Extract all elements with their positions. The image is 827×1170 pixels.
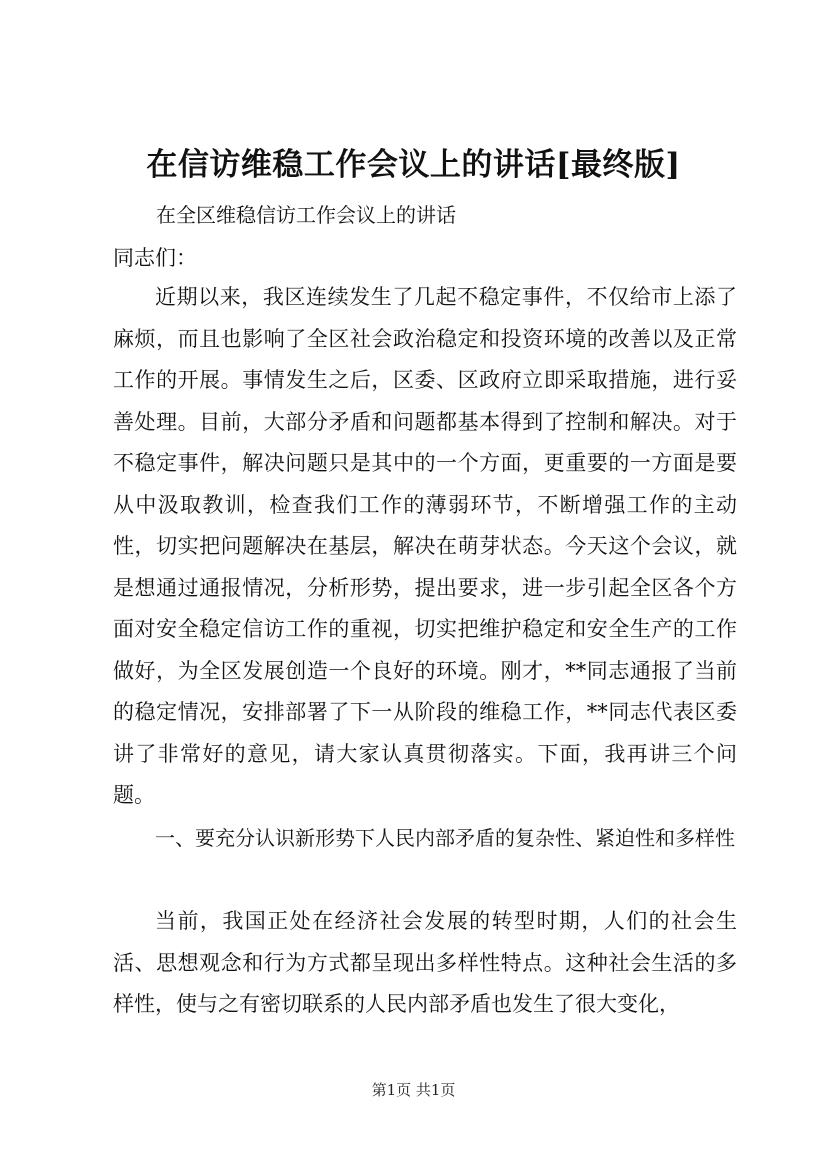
- page-footer: 第1页 共1页: [371, 1081, 456, 1099]
- section-heading-1: 一、要充分认识新形势下人民内部矛盾的复杂性、紧迫性和多样性: [155, 826, 735, 850]
- salutation: 同志们：: [113, 246, 197, 270]
- document-subtitle: 在全区维稳信访工作会议上的讲话: [156, 203, 456, 227]
- body-paragraph-1: 近期以来，我区连续发生了几起不稳定事件，不仅给市上添了麻烦，而且也影响了全区社会政治稳定和投资环境的改善以及正常工作的开展。事情发生之后，区委、区政府立即采取措施，进行妥善处理。目前，大部分矛盾和问题都基本得到了控制和解决。对于不稳定事件，解决问题只是其中的一个方面，更重要的一方面是要从中汲取教训，检查我们工作的薄弱环节，不断增强工作的主动性，切实把问题解决在基层，解决在萌芽状态。今天这个会议，就是想通过通报情况，分析形势，提出要求，进一步引起全区各个方面对安全稳定信访工作的重视，切实把维护稳定和安全生产的工作做好，为全区发展创造一个良好的环境。刚才，**同志通报了当前的稳定情况，安排部署了下一从阶段的维稳工作，**同志代表区委讲了非常好的意见，请大家认真贯彻落实。下面，我再讲三个问题。: [113, 285, 737, 807]
- body-paragraph-2: 当前，我国正处在经济社会发展的转型时期，人们的社会生活、思想观念和行为方式都呈现出多样性特点。这种社会生活的多样性，使与之有密切联系的人民内部矛盾也发生了很大变化，: [113, 909, 737, 1016]
- document-title: 在信访维稳工作会议上的讲话[最终版]: [146, 147, 681, 183]
